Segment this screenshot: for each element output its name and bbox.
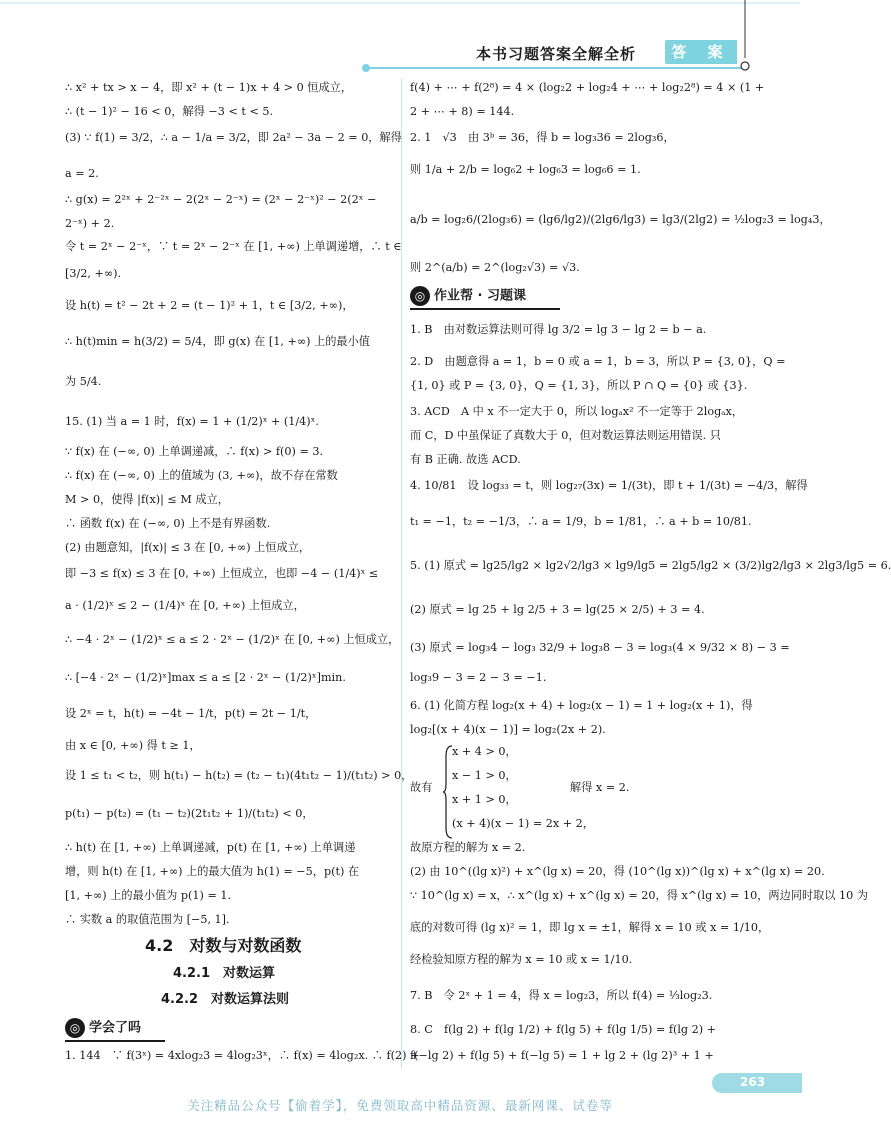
text-line: ∴ (t − 1)² − 16 < 0，解得 −3 < t < 5. <box>65 105 274 118</box>
section-title: 4.2 对数与对数函数 <box>145 936 302 955</box>
text-line: 6. (1) 化简方程 log₂(x + 4) + log₂(x − 1) = 1 + log₂(x + 1)，得 <box>410 699 753 712</box>
text-line: ∴ x² + tx > x − 4，即 x² + (t − 1)x + 4 > 0 恒成立， <box>65 81 353 94</box>
text-line: (3) ∵ f(1) = 3/2，∴ a − 1/a = 3/2，即 2a² − 3a − 2 = 0，解得 <box>65 131 402 144</box>
text-line: 则 2^(a/b) = 2^(log₂√3) = √3. <box>410 261 580 274</box>
footer-watermark: 关注精品公众号【偷着学】，免费领取高中精品资源、最新网课、试卷等 <box>187 1098 613 1113</box>
text-line: 2. D 由题意得 a = 1，b = 0 或 a = 1，b = 3，所以 P = {3, 0}，Q = <box>410 355 786 368</box>
text-line: 8. C f(lg 2) + f(lg 1/2) + f(lg 5) + f(lg 1/5) = f(lg 2) + <box>410 1023 717 1036</box>
banner-homework <box>410 286 560 306</box>
top-decor-line <box>0 0 800 8</box>
text-line: 而 C，D 中虽保证了真数大于 0，但对数运算法则运用错误. 只 <box>410 429 721 442</box>
text-line: (2) 原式 = lg 25 + lg 2/5 + 3 = lg(25 × 2/5) + 3 = 4. <box>410 603 705 616</box>
text-line: f(4) + ⋯ + f(2⁸) = 4 × (log₂2 + log₂4 + ⋯ + log₂2⁸) = 4 × (1 + <box>410 81 765 94</box>
text-line: ∴ g(x) = 2²ˣ + 2⁻²ˣ − 2(2ˣ − 2⁻ˣ) = (2ˣ − 2⁻ˣ)² − 2(2ˣ − <box>65 193 377 206</box>
equation-line: x + 4 > 0， <box>452 745 517 758</box>
text-line: ∵ 10^(lg x) = x，∴ x^(lg x) + x^(lg x) = 20，得 x^(lg x) = 10，两边同时取以 10 为 <box>410 889 869 902</box>
text-line: ∴ −4 · 2ˣ − (1/2)ˣ ≤ a ≤ 2 · 2ˣ − (1/2)ˣ 在 [0, +∞) 上恒成立， <box>65 633 400 646</box>
text-line: 经检验知原方程的解为 x = 10 或 x = 1/10. <box>410 953 633 966</box>
text-line: [1, +∞) 上的最小值为 p(1) = 1. <box>65 889 232 902</box>
text-line: a = 2. <box>65 167 99 180</box>
text-line: 为 5/4. <box>65 375 102 388</box>
equation-line: (x + 4)(x − 1) = 2x + 2， <box>452 817 594 830</box>
text-line: ∴ [−4 · 2ˣ − (1/2)ˣ]max ≤ a ≤ [2 · 2ˣ − (1/2)ˣ]min. <box>65 671 346 684</box>
header-badge: 答 案 <box>665 40 737 64</box>
text-line: log₂[(x + 4)(x − 1)] = log₂(2x + 2). <box>410 723 606 736</box>
text-line: ∴ 函数 f(x) 在 (−∞, 0) 上不是有界函数. <box>65 517 271 530</box>
text-line: a/b = log₂6/(2log₃6) = (lg6/lg2)/(2lg6/lg3) = lg3/(2lg2) = ½log₂3 = log₄3， <box>410 213 831 226</box>
text-line: ∴ h(t)min = h(3/2) = 5/4，即 g(x) 在 [1, +∞) 上的最小值 <box>65 335 370 348</box>
text-line: ∴ f(x) 在 (−∞, 0) 上的值域为 (3, +∞)，故不存在常数 <box>65 469 338 482</box>
text-line: ∵ f(x) 在 (−∞, 0) 上单调递减，∴ f(x) > f(0) = 3. <box>65 445 324 458</box>
text-line: 1. B 由对数运算法则可得 lg 3/2 = lg 3 − lg 2 = b − a. <box>410 323 707 336</box>
equation-line: x − 1 > 0， <box>452 769 517 782</box>
equation-line: x + 1 > 0， <box>452 793 517 806</box>
header-rule <box>370 67 742 69</box>
text-line: log₃9 − 3 = 2 − 3 = −1. <box>410 671 547 684</box>
text-line: 设 h(t) = t² − 2t + 2 = (t − 1)² + 1，t ∈ [3/2, +∞)， <box>65 299 354 312</box>
target-icon: ◎ <box>65 1018 85 1038</box>
banner-underline <box>410 308 560 310</box>
text-line: (2) 由题意知，|f(x)| ≤ 3 在 [0, +∞) 上恒成立， <box>65 541 311 554</box>
text-line: t₁ = −1，t₂ = −1/3，∴ a = 1/9，b = 1/81，∴ a + b = 10/81. <box>410 515 752 528</box>
subsection-title: 4.2.2 对数运算法则 <box>161 992 290 1007</box>
text-line: 由 x ∈ [0, +∞) 得 t ≥ 1， <box>65 739 201 752</box>
text-line: 设 2ˣ = t，h(t) = −4t − 1/t，p(t) = 2t − 1/t， <box>65 707 317 720</box>
text-line: M > 0，使得 |f(x)| ≤ M 成立， <box>65 493 229 506</box>
text-line: (2) 由 10^((lg x)²) + x^(lg x) = 20，得 (10^(lg x))^(lg x) + x^(lg x) = 20. <box>410 865 825 878</box>
text-line: ∴ h(t) 在 [1, +∞) 上单调递减，p(t) 在 [1, +∞) 上单调递 <box>65 841 356 854</box>
page-number: 263 <box>740 1075 766 1089</box>
text-line: 设 1 ≤ t₁ < t₂，则 h(t₁) − h(t₂) = (t₂ − t₁)(4t₁t₂ − 1)/(t₁t₂) > 0， <box>65 769 413 782</box>
text-line: ∴ 实数 a 的取值范围为 [−5, 1]. <box>65 913 230 926</box>
text-line: 有 B 正确. 故选 ACD. <box>410 453 521 466</box>
text-line: 即 −3 ≤ f(x) ≤ 3 在 [0, +∞) 上恒成立，也即 −4 − (1/4)ˣ ≤ <box>65 567 379 580</box>
banner-label: 学会了吗 <box>89 1020 142 1036</box>
text-line: 5. (1) 原式 = lg25/lg2 × lg2√2/lg3 × lg9/lg5 = 2lg5/lg2 × (3/2)lg2/lg3 × 2lg3/lg5 = 6. <box>410 559 891 572</box>
text-line: 2 + ⋯ + 8) = 144. <box>410 105 515 118</box>
header-dot <box>362 64 370 72</box>
text-line: 4. 10/81 设 log₃₃ = t，则 log₂₇(3x) = 1/(3t)，即 t + 1/(3t) = −4/3，解得 <box>410 479 808 492</box>
text-line: 则 1/a + 2/b = log₆2 + log₆3 = log₆6 = 1. <box>410 163 641 176</box>
text-line: 1. 144 ∵ f(3ˣ) = 4xlog₂3 = 4log₂3ˣ，∴ f(x) = 4log₂x. ∴ f(2) + <box>65 1049 420 1062</box>
text-line: 增，则 h(t) 在 [1, +∞) 上的最大值为 h(1) = −5，p(t) 在 <box>65 865 360 878</box>
text-line: 2⁻ˣ) + 2. <box>65 217 115 230</box>
text-line: 7. B 令 2ˣ + 1 = 4，得 x = log₂3，所以 f(4) = ⅓log₂3. <box>410 989 713 1002</box>
text-line: 2. 1 √3 由 3ᵇ = 36，得 b = log₃36 = 2log₃6， <box>410 131 675 144</box>
lightbulb-icon <box>740 0 750 76</box>
text-line: 15. (1) 当 a = 1 时，f(x) = 1 + (1/2)ˣ + (1/4)ˣ. <box>65 415 319 428</box>
target-icon: ◎ <box>410 286 430 306</box>
column-divider <box>401 78 402 1068</box>
banner-learn <box>65 1018 175 1038</box>
text-line: p(t₁) − p(t₂) = (t₁ − t₂)(2t₁t₂ + 1)/(t₁t₂) < 0， <box>65 807 314 820</box>
text-line: 令 t = 2ˣ − 2⁻ˣ，∵ t = 2ˣ − 2⁻ˣ 在 [1, +∞) 上单调递增，∴ t ∈ <box>65 240 402 253</box>
text-line: 底的对数可得 (lg x)² = 1，即 lg x = ±1，解得 x = 10 或 x = 1/10， <box>410 921 770 934</box>
text-line: 故有 <box>410 781 433 794</box>
text-line: 3. ACD A 中 x 不一定大于 0，所以 logₐx² 不一定等于 2logₐx， <box>410 405 744 418</box>
text-line: 故原方程的解为 x = 2. <box>410 841 526 854</box>
banner-underline <box>65 1040 165 1042</box>
banner-label: 作业帮 · 习题课 <box>434 288 526 304</box>
subsection-title: 4.2.1 对数运算 <box>173 966 276 981</box>
text-line: a · (1/2)ˣ ≤ 2 − (1/4)ˣ 在 [0, +∞) 上恒成立， <box>65 599 305 612</box>
text-line: (3) 原式 = log₃4 − log₃ 32/9 + log₃8 − 3 = log₃(4 × 9/32 × 8) − 3 = <box>410 641 790 654</box>
text-line: f(−lg 2) + f(lg 5) + f(−lg 5) = 1 + lg 2 + (lg 2)³ + 1 + <box>410 1049 714 1062</box>
text-line: [3/2, +∞). <box>65 267 122 280</box>
text-line: {1, 0} 或 P = {3, 0}，Q = {1, 3}，所以 P ∩ Q = {0} 或 {3}. <box>410 379 748 392</box>
text-line: 解得 x = 2. <box>570 781 630 794</box>
header-title: 本书习题答案全解全析 <box>476 45 637 63</box>
